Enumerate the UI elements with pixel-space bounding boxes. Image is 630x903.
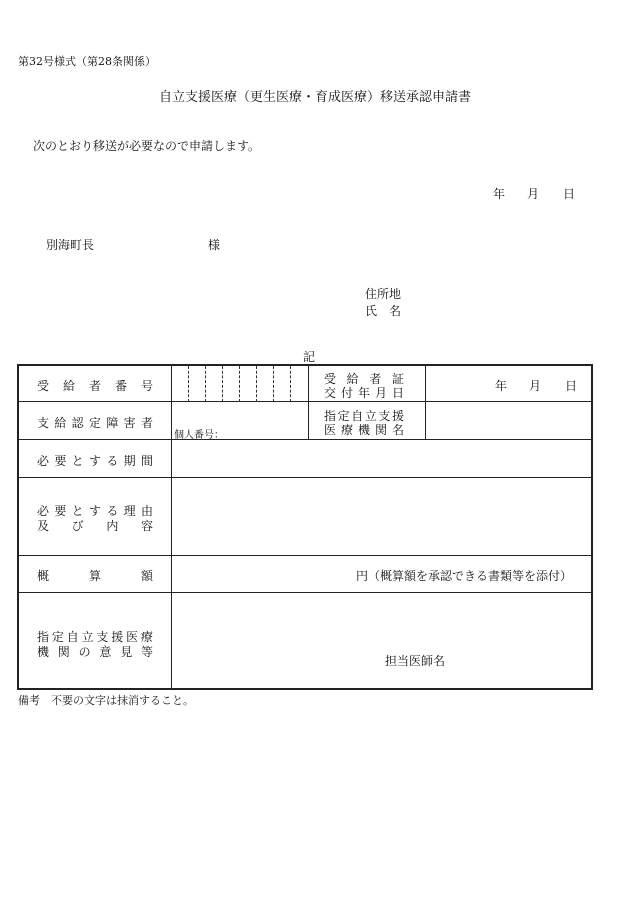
institution-label-line1: 指 定 自 立 支 援 [324,409,404,423]
column-divider [425,366,426,439]
application-table [17,364,593,690]
certificate-label-line1: 受 給 者 証 [324,372,404,386]
reason-label-line2: 及 び 内 容 [37,519,153,533]
my-number-label: 個人番号： [174,430,224,441]
label-column-divider [171,366,172,688]
intro-text: 次のとおり移送が必要なので申請します。 [33,139,261,153]
footnote: 備考 不要の文字は抹消すること。 [18,694,194,707]
institution-opinion-label-line2: 機 関 の 意 見 等 [37,645,153,659]
required-period-label: 必 要 と す る 期 間 [37,454,153,468]
digit-separator [290,366,291,402]
institution-label-line2: 医 療 機 関 名 [324,423,404,437]
date-month: 月 [527,187,540,201]
institution-opinion-label-line1: 指 定 自 立 支 援 医 療 [37,630,153,644]
row-divider [19,592,591,593]
row-divider [19,401,591,402]
recipient-number-label: 受 給 者 番 号 [37,379,153,393]
column-divider [308,366,309,439]
row-divider [19,439,591,440]
form-number: 第32号様式（第28条関係） [18,55,156,68]
certificate-date-year: 年 [495,379,508,393]
digit-separator [222,366,223,402]
digit-separator [205,366,206,402]
row-divider [19,477,591,478]
applicant-name-label: 氏 名 [365,304,402,318]
estimated-amount-label: 概 算 額 [37,569,153,583]
date-year: 年 [493,187,506,201]
reason-label-line1: 必 要 と す る 理 由 [37,504,153,518]
record-label: 記 [303,350,316,364]
date-day: 日 [563,187,576,201]
addressee-name: 別海町長 [46,238,95,252]
row-divider [19,555,591,556]
applicant-address-label: 住所地 [365,287,402,301]
digit-separator [256,366,257,402]
certificate-date-month: 月 [529,379,542,393]
certificate-date-day: 日 [565,379,578,393]
certified-person-label: 支 給 認 定 障 害 者 [37,416,153,430]
digit-separator [239,366,240,402]
digit-separator [273,366,274,402]
addressee-honorific: 様 [208,238,221,252]
certificate-label-line2: 交 付 年 月 日 [324,386,404,400]
attending-doctor-label: 担当医師名 [385,654,446,668]
digit-separator [188,366,189,402]
document-title: 自立支援医療（更生医療・育成医療）移送承認申請書 [158,90,471,105]
estimated-amount-note: 円（概算額を承認できる書類等を添付） [356,569,573,583]
